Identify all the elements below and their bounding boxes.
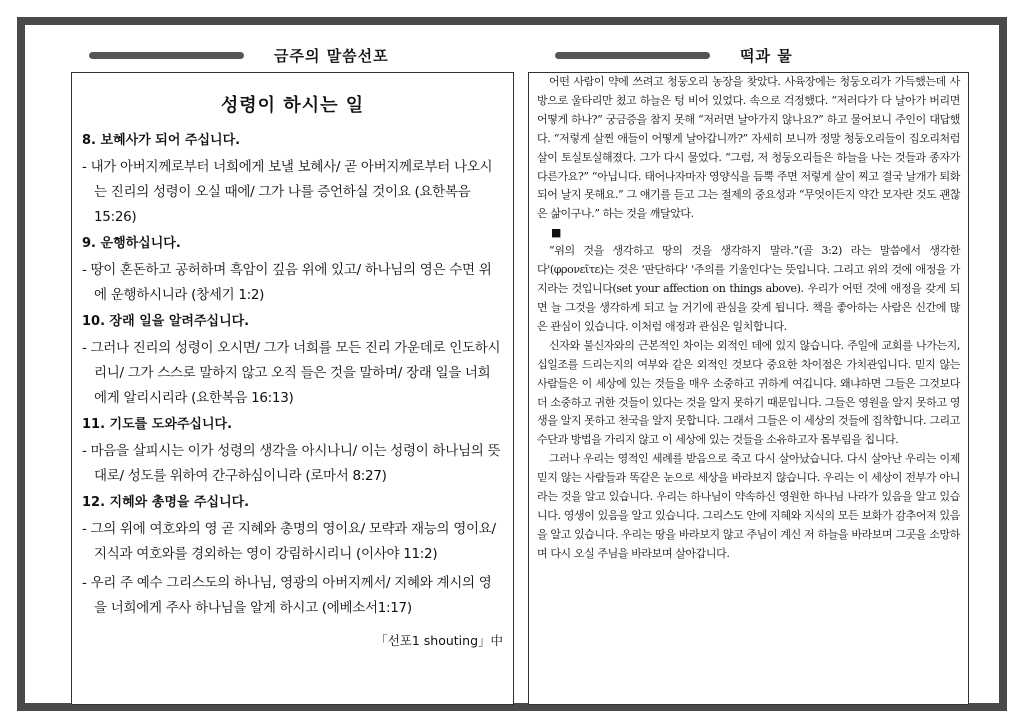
right-header-title: 떡과 물 [740, 46, 793, 65]
page-frame [17, 17, 1007, 711]
section-title: 10. 장래 일을 알려주십니다. [82, 314, 250, 329]
source-citation: 「선포1 shouting」中 [375, 633, 503, 648]
section-title: 9. 운행하십니다. [82, 236, 181, 251]
section-item: - 땅이 혼돈하고 공허하며 흑암이 깊음 위에 있고/ 하나님의 영은 수면 위에 운행하시니라 (창세기 1:2) [82, 262, 492, 303]
section-marker: ■ [551, 226, 562, 240]
left-header-bar [89, 52, 244, 59]
essay-paragraph: 그러나 우리는 영적인 세례를 받음으로 죽고 다시 살아났습니다. 다시 살아난 우리는 이제 믿지 않는 사람들과 똑같은 눈으로 세상을 바라보지 않습니다. 우리는 이 세상이 전부가 아니라는 것을 알고 있습니다. 우리는 하나님이 약속하신 영원한 하나님 나라가 있음을 알고 있습니다. 영생이 있음을 알고 있습니다. 그리스도 안에 지혜와 지식의 모든 보화가 감추어져 있음을 알고 있습니다. 우리는 땅을 바라보지 않고 주님이 계신 저 하늘을 바라보며 그곳을 소망하며 다시 오실 주님을 바라보며 살아갑니다. [537, 452, 960, 560]
sermon-box [71, 72, 514, 705]
essay-paragraph: 어떤 사람이 약에 쓰려고 청둥오리 농장을 찾았다. 사육장에는 청둥오리가 가득했는데 사방으로 울타리만 쳤고 하늘은 텅 비어 있었다. 속으로 걱정했다. “저러다가 다 날아가 버리면 어떻게 하나?” 궁금증을 참지 못해 “저러면 날아가지 않나요?” 하고 물어보니 주인이 대답했다. “저렇게 살찐 애들이 어떻게 날아갑니까?” 자세히 보니까 정말 청둥오리들이 집오리처럼 살이 토실토실해졌다. 그가 다시 물었다. “그럼, 저 청둥오리들은 하늘을 나는 것들과 종자가 다른가요?” “아닙니다. 태어나자마자 영양식을 듬뿍 주면 저렇게 살이 찌고 결국 날개가 퇴화되어 날지 못해요.” 그 얘기를 듣고 그는 절제의 중요성과 “무엇이든지 약간 모자란 것도 괜찮은 삶이구나.” 하는 것을 깨달았다. [537, 75, 960, 221]
section-item: - 우리 주 예수 그리스도의 하나님, 영광의 아버지께서/ 지혜와 계시의 영을 너희에게 주사 하나님을 알게 하시고 (에베소서1:17) [82, 575, 492, 616]
section-title: 8. 보혜사가 되어 주십니다. [82, 133, 241, 148]
left-header-title: 금주의 말씀선포 [274, 46, 389, 65]
section-item: - 내가 아버지께로부터 너희에게 보낼 보혜사/ 곧 아버지께로부터 나오시는 진리의 성령이 오실 때에/ 그가 나를 증언하실 것이요 (요한복음 15:26) [82, 159, 493, 225]
right-column-header [555, 45, 793, 65]
left-column-header [89, 45, 389, 65]
essay-paragraph: “위의 것을 생각하고 땅의 것을 생각하지 말라.”(골 3:2) 라는 말씀에서 생각한다'(φρονεῖτε)는 것은 '판단하다' '주의를 기울인다'는 뜻입니다. 그리고 위의 것에 애정을 가지라는 것입니다(set your affection on things above). 우리가 어떤 것에 애정을 갖게 되면 늘 그것을 생각하게 되고 늘 거기에 관심을 갖게 됩니다. 책을 좋아하는 사람은 신간에 많은 관심이 있습니다. 이처럼 애정과 관심은 일치합니다. [537, 244, 960, 333]
section-item: - 마음을 살피시는 이가 성령의 생각을 아시나니/ 이는 성령이 하나님의 뜻대로/ 성도를 위하여 간구하심이니라 (로마서 8:27) [82, 443, 501, 484]
essay-box [528, 72, 969, 705]
section-title: 12. 지혜와 총명을 주십니다. [82, 495, 250, 510]
essay-paragraph: 신자와 불신자와의 근본적인 차이는 외적인 데에 있지 않습니다. 주일에 교회를 나가는지, 십일조를 드리는지의 여부와 같은 외적인 것보다 중요한 차이점은 가치관입니다. 믿지 않는 사람들은 이 세상에 있는 것들을 매우 소중하고 귀하게 여깁니다. 왜냐하면 그들은 그것보다 더 소중하고 귀한 것들이 있다는 것을 알지 못하기 때문입니다. 그들은 영원을 알지 못하고 영생을 알지 못하고 천국을 알지 못합니다. 그래서 그들은 이 세상의 것들에 집착합니다. 그리고 수단과 방법을 가리지 않고 이 세상에 있는 것들을 소유하고자 몸부림을 칩니다. [537, 338, 960, 447]
right-header-bar [555, 52, 710, 59]
section-item: - 그의 위에 여호와의 영 곧 지혜와 총명의 영이요/ 모략과 재능의 영이요/ 지식과 여호와를 경외하는 영이 강림하시리니 (이사야 11:2) [82, 521, 496, 562]
section-item: - 그러나 진리의 성령이 오시면/ 그가 너희를 모든 진리 가운데로 인도하시리니/ 그가 스스로 말하지 않고 오직 들은 것을 말하며/ 장래 일을 너희에게 알리시리라 (요한복음 16:13) [82, 340, 501, 406]
sermon-title: 성령이 하시는 일 [220, 95, 365, 116]
section-title: 11. 기도를 도와주십니다. [82, 417, 233, 432]
